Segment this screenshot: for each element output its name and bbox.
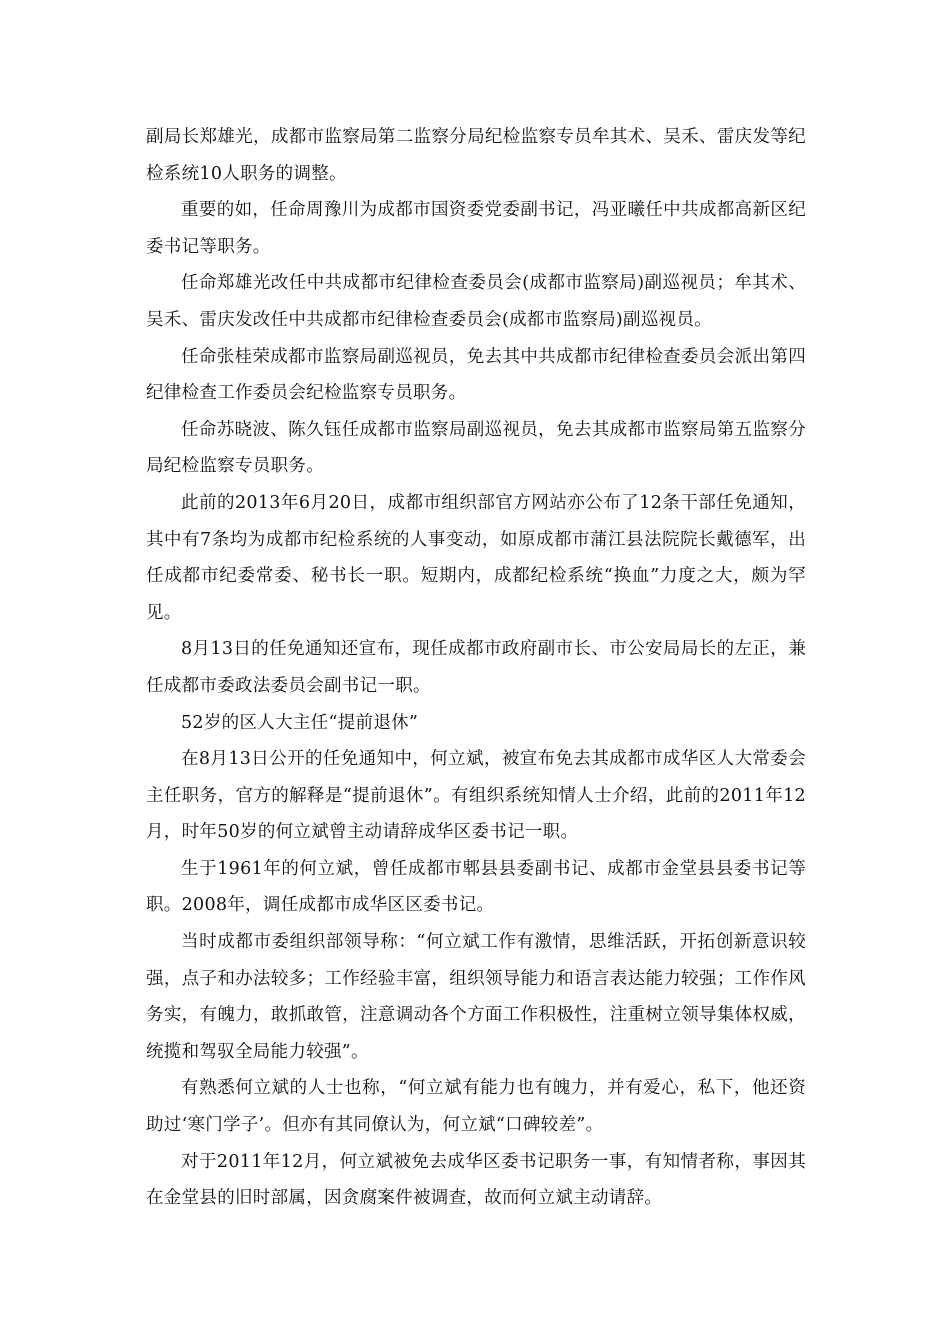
paragraph: 8月13日的任免通知还宣布，现任成都市政府副市长、市公安局局长的左正，兼任成都市委政法委员会副书记一职。 xyxy=(146,639,806,696)
paragraph: 对于2011年12月，何立斌被免去成华区委书记职务一事，有知情者称，事因其在金堂县的旧时部属，因贪腐案件被调查，故而何立斌主动请辞。 xyxy=(146,1151,806,1209)
paragraph: 当时成都市委组织部领导称：“何立斌工作有激情，思维活跃，开拓创新意识较强，点子和办法较多；工作经验丰富，组织领导能力和语言表达能力较强；工作作风务实，有魄力，敢抓敢管，注意调动各个方面工作积极性，注重树立领导集体权威，统揽和驾驭全局能力较强”。 xyxy=(146,932,806,1062)
paragraph: 重要的如，任命周豫川为成都市国资委党委副书记，冯亚曦任中共成都高新区纪委书记等职务。 xyxy=(146,200,806,257)
paragraph: 在8月13日公开的任免通知中，何立斌，被宣布免去其成都市成华区人大常委会主任职务，官方的解释是“提前退休”。有组织系统知情人士介绍，此前的2011年12月，时年50岁的何立斌曾主动请辞成华区委书记一职。 xyxy=(146,749,806,843)
paragraph: 任命苏晓波、陈久钰任成都市监察局副巡视员，免去其成都市监察局第五监察分局纪检监察专员职务。 xyxy=(146,419,806,477)
paragraph: 任命郑雄光改任中共成都市纪律检查委员会(成都市监察局)副巡视员；牟其术、吴禾、雷庆发改任中共成都市纪律检查委员会(成都市监察局)副巡视员。 xyxy=(146,273,806,330)
paragraph: 此前的2013年6月20日，成都市组织部官方网站亦公布了12条干部任免通知，其中有7条均为成都市纪检系统的人事变动，如原成都市蒲江县法院院长戴德军，出任成都市纪委常委、秘书长一职。短期内，成都纪检系统“换血”力度之大，颇为罕见。 xyxy=(146,492,806,623)
section-subheading: 52岁的区人大主任“提前退休” xyxy=(181,712,419,733)
paragraph: 生于1961年的何立斌，曾任成都市郫县县委副书记、成都市金堂县县委书记等职。2008年，调任成都市成华区区委书记。 xyxy=(146,858,806,916)
paragraph: 有熟悉何立斌的人士也称，“何立斌有能力也有魄力，并有爱心，私下，他还资助过‘寒门学子’。但亦有其同僚认为，何立斌“口碑较差”。 xyxy=(146,1078,806,1136)
paragraph: 任命张桂荣成都市监察局副巡视员，免去其中共成都市纪律检查委员会派出第四纪律检查工作委员会纪检监察专员职务。 xyxy=(146,346,806,404)
article-body xyxy=(146,119,806,1217)
paragraph-continued: 副局长郑雄光，成都市监察局第二监察分局纪检监察专员牟其术、吴禾、雷庆发等纪检系统10人职务的调整。 xyxy=(146,127,806,184)
